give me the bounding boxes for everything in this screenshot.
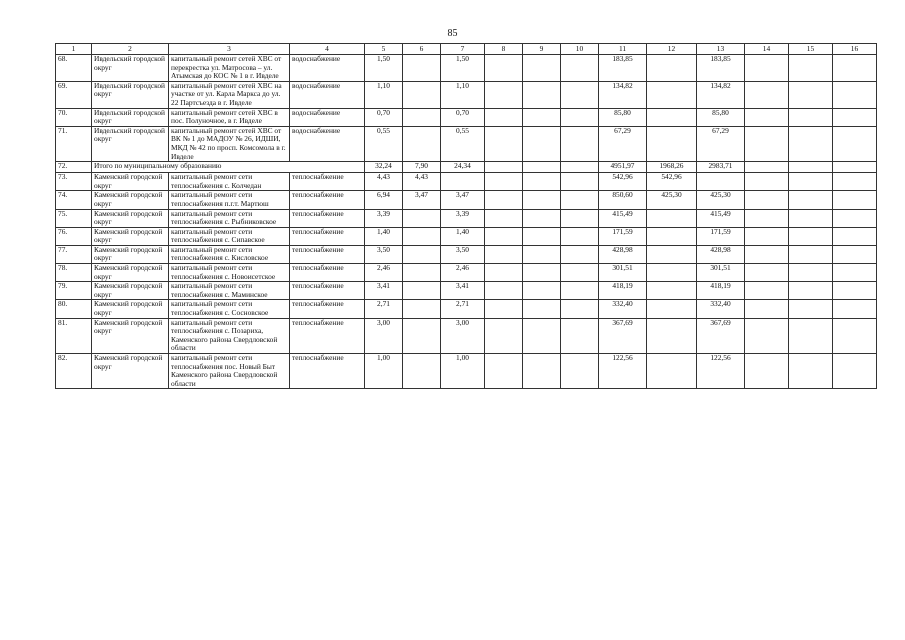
municipality-cell: Ивдельский городской округ <box>92 126 169 161</box>
row-number: 75. <box>56 209 92 227</box>
value-cell-col-6: 7,90 <box>403 162 441 173</box>
value-cell-col-6: 4,43 <box>403 173 441 191</box>
value-cell-col-5: 1,40 <box>365 227 403 245</box>
value-cell-col-11: 183,85 <box>599 55 647 82</box>
value-cell-col-7 <box>441 173 485 191</box>
description-cell: капитальный ремонт сети теплоснабжения с. Колчедан <box>169 173 290 191</box>
value-cell-col-10 <box>561 209 599 227</box>
value-cell-col-13: 425,30 <box>697 191 745 209</box>
value-cell-col-14 <box>745 55 789 82</box>
investment-table <box>55 43 877 389</box>
column-number-11: 11 <box>599 44 647 55</box>
value-cell-col-12 <box>647 55 697 82</box>
value-cell-col-11: 415,49 <box>599 209 647 227</box>
value-cell-col-8 <box>485 191 523 209</box>
table-row <box>56 108 877 126</box>
description-cell: капитальный ремонт сети теплоснабжения с. Сипавское <box>169 227 290 245</box>
value-cell-col-10 <box>561 264 599 282</box>
value-cell-col-12: 1968,26 <box>647 162 697 173</box>
value-cell-col-13: 85,80 <box>697 108 745 126</box>
value-cell-col-16 <box>833 108 877 126</box>
value-cell-col-9 <box>523 264 561 282</box>
value-cell-col-9 <box>523 245 561 263</box>
value-cell-col-15 <box>789 173 833 191</box>
category-cell: водоснабжение <box>290 81 365 108</box>
value-cell-col-13: 67,29 <box>697 126 745 161</box>
municipality-cell: Каменский городской округ <box>92 318 169 353</box>
value-cell-col-7: 1,50 <box>441 55 485 82</box>
value-cell-col-8 <box>485 209 523 227</box>
value-cell-col-16 <box>833 191 877 209</box>
value-cell-col-15 <box>789 162 833 173</box>
value-cell-col-14 <box>745 354 789 389</box>
row-number: 71. <box>56 126 92 161</box>
value-cell-col-8 <box>485 126 523 161</box>
value-cell-col-16 <box>833 126 877 161</box>
value-cell-col-6 <box>403 264 441 282</box>
value-cell-col-10 <box>561 300 599 318</box>
value-cell-col-6 <box>403 227 441 245</box>
municipality-cell: Каменский городской округ <box>92 300 169 318</box>
column-number-7: 7 <box>441 44 485 55</box>
value-cell-col-11: 67,29 <box>599 126 647 161</box>
value-cell-col-6 <box>403 209 441 227</box>
value-cell-col-14 <box>745 209 789 227</box>
value-cell-col-6 <box>403 126 441 161</box>
value-cell-col-5: 3,00 <box>365 318 403 353</box>
description-cell: капитальный ремонт сети теплоснабжения с. Новоисетское <box>169 264 290 282</box>
value-cell-col-5: 3,39 <box>365 209 403 227</box>
value-cell-col-8 <box>485 55 523 82</box>
value-cell-col-10 <box>561 55 599 82</box>
value-cell-col-11: 134,82 <box>599 81 647 108</box>
value-cell-col-16 <box>833 81 877 108</box>
value-cell-col-8 <box>485 227 523 245</box>
value-cell-col-9 <box>523 227 561 245</box>
municipality-cell: Ивдельский городской округ <box>92 81 169 108</box>
column-number-12: 12 <box>647 44 697 55</box>
value-cell-col-8 <box>485 162 523 173</box>
value-cell-col-16 <box>833 354 877 389</box>
value-cell-col-12 <box>647 264 697 282</box>
column-number-8: 8 <box>485 44 523 55</box>
value-cell-col-13: 415,49 <box>697 209 745 227</box>
value-cell-col-11: 418,19 <box>599 282 647 300</box>
value-cell-col-8 <box>485 173 523 191</box>
value-cell-col-14 <box>745 191 789 209</box>
table-row <box>56 245 877 263</box>
value-cell-col-12 <box>647 318 697 353</box>
value-cell-col-9 <box>523 282 561 300</box>
value-cell-col-10 <box>561 162 599 173</box>
row-number: 79. <box>56 282 92 300</box>
column-number-2: 2 <box>92 44 169 55</box>
value-cell-col-9 <box>523 108 561 126</box>
value-cell-col-9 <box>523 318 561 353</box>
value-cell-col-11: 542,96 <box>599 173 647 191</box>
value-cell-col-9 <box>523 126 561 161</box>
value-cell-col-11: 332,40 <box>599 300 647 318</box>
value-cell-col-10 <box>561 318 599 353</box>
value-cell-col-13: 332,40 <box>697 300 745 318</box>
value-cell-col-14 <box>745 126 789 161</box>
description-cell: капитальный ремонт сети теплоснабжения с. Рыбниковское <box>169 209 290 227</box>
value-cell-col-15 <box>789 354 833 389</box>
value-cell-col-9 <box>523 354 561 389</box>
category-cell: теплоснабжение <box>290 227 365 245</box>
value-cell-col-5: 32,24 <box>365 162 403 173</box>
value-cell-col-8 <box>485 264 523 282</box>
municipality-cell: Каменский городской округ <box>92 245 169 263</box>
value-cell-col-13 <box>697 173 745 191</box>
value-cell-col-9 <box>523 191 561 209</box>
column-number-6: 6 <box>403 44 441 55</box>
value-cell-col-16 <box>833 318 877 353</box>
description-cell: капитальный ремонт сети теплоснабжения п.г.т. Мартюш <box>169 191 290 209</box>
total-label: Итого по муниципальному образованию <box>92 162 365 173</box>
value-cell-col-13: 418,19 <box>697 282 745 300</box>
value-cell-col-16 <box>833 282 877 300</box>
value-cell-col-5: 1,00 <box>365 354 403 389</box>
value-cell-col-16 <box>833 209 877 227</box>
value-cell-col-13: 171,59 <box>697 227 745 245</box>
value-cell-col-14 <box>745 162 789 173</box>
value-cell-col-5: 3,50 <box>365 245 403 263</box>
column-number-13: 13 <box>697 44 745 55</box>
value-cell-col-11: 367,69 <box>599 318 647 353</box>
value-cell-col-14 <box>745 300 789 318</box>
value-cell-col-5: 0,55 <box>365 126 403 161</box>
table-row <box>56 209 877 227</box>
table-row <box>56 300 877 318</box>
column-number-3: 3 <box>169 44 290 55</box>
value-cell-col-16 <box>833 162 877 173</box>
municipality-cell: Каменский городской округ <box>92 354 169 389</box>
value-cell-col-15 <box>789 209 833 227</box>
value-cell-col-8 <box>485 81 523 108</box>
value-cell-col-16 <box>833 173 877 191</box>
category-cell: теплоснабжение <box>290 173 365 191</box>
column-number-5: 5 <box>365 44 403 55</box>
value-cell-col-11: 850,60 <box>599 191 647 209</box>
municipality-cell: Каменский городской округ <box>92 227 169 245</box>
column-number-14: 14 <box>745 44 789 55</box>
value-cell-col-10 <box>561 126 599 161</box>
column-number-row <box>56 44 877 55</box>
value-cell-col-14 <box>745 108 789 126</box>
value-cell-col-15 <box>789 126 833 161</box>
value-cell-col-12 <box>647 108 697 126</box>
value-cell-col-12 <box>647 227 697 245</box>
value-cell-col-8 <box>485 245 523 263</box>
value-cell-col-9 <box>523 55 561 82</box>
value-cell-col-5: 0,70 <box>365 108 403 126</box>
value-cell-col-14 <box>745 282 789 300</box>
value-cell-col-12 <box>647 245 697 263</box>
column-number-1: 1 <box>56 44 92 55</box>
value-cell-col-16 <box>833 245 877 263</box>
table-row <box>56 173 877 191</box>
value-cell-col-7: 3,50 <box>441 245 485 263</box>
value-cell-col-12 <box>647 354 697 389</box>
row-number: 74. <box>56 191 92 209</box>
description-cell: капитальный ремонт сети теплоснабжения пос. Новый Быт Каменского района Свердловской области <box>169 354 290 389</box>
value-cell-col-8 <box>485 354 523 389</box>
category-cell: водоснабжение <box>290 126 365 161</box>
value-cell-col-15 <box>789 318 833 353</box>
value-cell-col-8 <box>485 318 523 353</box>
value-cell-col-10 <box>561 282 599 300</box>
row-number: 77. <box>56 245 92 263</box>
table-row <box>56 264 877 282</box>
value-cell-col-13: 183,85 <box>697 55 745 82</box>
municipality-cell: Ивдельский городской округ <box>92 108 169 126</box>
municipality-cell: Каменский городской округ <box>92 209 169 227</box>
value-cell-col-15 <box>789 300 833 318</box>
table-row <box>56 55 877 82</box>
value-cell-col-16 <box>833 227 877 245</box>
municipality-cell: Каменский городской округ <box>92 173 169 191</box>
value-cell-col-16 <box>833 264 877 282</box>
value-cell-col-12: 425,30 <box>647 191 697 209</box>
value-cell-col-12 <box>647 282 697 300</box>
value-cell-col-10 <box>561 191 599 209</box>
table-row <box>56 318 877 353</box>
value-cell-col-15 <box>789 191 833 209</box>
value-cell-col-7: 3,47 <box>441 191 485 209</box>
value-cell-col-13: 301,51 <box>697 264 745 282</box>
value-cell-col-13: 428,98 <box>697 245 745 263</box>
value-cell-col-12 <box>647 81 697 108</box>
value-cell-col-7: 1,10 <box>441 81 485 108</box>
category-cell: теплоснабжение <box>290 245 365 263</box>
category-cell: теплоснабжение <box>290 264 365 282</box>
row-number: 72. <box>56 162 92 173</box>
row-number: 70. <box>56 108 92 126</box>
value-cell-col-14 <box>745 227 789 245</box>
value-cell-col-11: 85,80 <box>599 108 647 126</box>
value-cell-col-16 <box>833 300 877 318</box>
value-cell-col-9 <box>523 81 561 108</box>
value-cell-col-7: 1,40 <box>441 227 485 245</box>
value-cell-col-6 <box>403 354 441 389</box>
value-cell-col-7: 3,00 <box>441 318 485 353</box>
municipality-cell: Ивдельский городской округ <box>92 55 169 82</box>
municipality-cell: Каменский городской округ <box>92 282 169 300</box>
value-cell-col-10 <box>561 245 599 263</box>
description-cell: капитальный ремонт сетей ХВС на участке от ул. Карла Маркса до ул. 22 Партсъезда в г. Ивделе <box>169 81 290 108</box>
row-number: 78. <box>56 264 92 282</box>
value-cell-col-12 <box>647 300 697 318</box>
description-cell: капитальный ремонт сети теплоснабжения с. Маминское <box>169 282 290 300</box>
value-cell-col-10 <box>561 354 599 389</box>
column-number-16: 16 <box>833 44 877 55</box>
value-cell-col-11: 122,56 <box>599 354 647 389</box>
value-cell-col-10 <box>561 227 599 245</box>
value-cell-col-10 <box>561 81 599 108</box>
value-cell-col-8 <box>485 108 523 126</box>
value-cell-col-9 <box>523 300 561 318</box>
value-cell-col-15 <box>789 55 833 82</box>
category-cell: теплоснабжение <box>290 282 365 300</box>
value-cell-col-11: 4951,97 <box>599 162 647 173</box>
row-number: 76. <box>56 227 92 245</box>
value-cell-col-15 <box>789 227 833 245</box>
column-number-10: 10 <box>561 44 599 55</box>
value-cell-col-11: 301,51 <box>599 264 647 282</box>
value-cell-col-9 <box>523 162 561 173</box>
table-row <box>56 282 877 300</box>
value-cell-col-8 <box>485 300 523 318</box>
description-cell: капитальный ремонт сетей ХВС от перекрестка ул. Матросова – ул. Атымская до КОС № 1 в г. Ивделе <box>169 55 290 82</box>
table-row <box>56 126 877 161</box>
value-cell-col-13: 122,56 <box>697 354 745 389</box>
value-cell-col-14 <box>745 173 789 191</box>
value-cell-col-5: 1,50 <box>365 55 403 82</box>
table-row <box>56 191 877 209</box>
value-cell-col-14 <box>745 81 789 108</box>
column-number-9: 9 <box>523 44 561 55</box>
value-cell-col-5: 2,46 <box>365 264 403 282</box>
value-cell-col-10 <box>561 108 599 126</box>
category-cell: водоснабжение <box>290 108 365 126</box>
value-cell-col-12 <box>647 126 697 161</box>
value-cell-col-6 <box>403 300 441 318</box>
row-number: 81. <box>56 318 92 353</box>
value-cell-col-15 <box>789 282 833 300</box>
value-cell-col-5: 4,43 <box>365 173 403 191</box>
value-cell-col-7: 0,70 <box>441 108 485 126</box>
value-cell-col-7: 1,00 <box>441 354 485 389</box>
table-row <box>56 81 877 108</box>
value-cell-col-6 <box>403 245 441 263</box>
value-cell-col-6 <box>403 55 441 82</box>
value-cell-col-6 <box>403 282 441 300</box>
value-cell-col-12: 542,96 <box>647 173 697 191</box>
value-cell-col-5: 2,71 <box>365 300 403 318</box>
value-cell-col-6: 3,47 <box>403 191 441 209</box>
row-number: 69. <box>56 81 92 108</box>
category-cell: теплоснабжение <box>290 318 365 353</box>
value-cell-col-5: 6,94 <box>365 191 403 209</box>
table-row <box>56 354 877 389</box>
value-cell-col-10 <box>561 173 599 191</box>
category-cell: теплоснабжение <box>290 191 365 209</box>
value-cell-col-6 <box>403 318 441 353</box>
value-cell-col-5: 1,10 <box>365 81 403 108</box>
category-cell: теплоснабжение <box>290 209 365 227</box>
municipality-cell: Каменский городской округ <box>92 264 169 282</box>
value-cell-col-14 <box>745 318 789 353</box>
total-row <box>56 162 877 173</box>
value-cell-col-9 <box>523 209 561 227</box>
description-cell: капитальный ремонт сети теплоснабжения с. Кисловское <box>169 245 290 263</box>
value-cell-col-8 <box>485 282 523 300</box>
value-cell-col-6 <box>403 81 441 108</box>
value-cell-col-14 <box>745 245 789 263</box>
value-cell-col-7: 2,71 <box>441 300 485 318</box>
description-cell: капитальный ремонт сети теплоснабжения с. Сосновское <box>169 300 290 318</box>
row-number: 73. <box>56 173 92 191</box>
value-cell-col-13: 367,69 <box>697 318 745 353</box>
value-cell-col-16 <box>833 55 877 82</box>
row-number: 68. <box>56 55 92 82</box>
category-cell: теплоснабжение <box>290 300 365 318</box>
table-row <box>56 227 877 245</box>
category-cell: водоснабжение <box>290 55 365 82</box>
value-cell-col-7: 0,55 <box>441 126 485 161</box>
value-cell-col-9 <box>523 173 561 191</box>
description-cell: капитальный ремонт сетей ХВС от ВК № 1 до МАДОУ № 26, ИДШИ, МКД № 42 по просп. Комсомола в г. Ивделе <box>169 126 290 161</box>
category-cell: теплоснабжение <box>290 354 365 389</box>
value-cell-col-11: 428,98 <box>599 245 647 263</box>
value-cell-col-14 <box>745 264 789 282</box>
value-cell-col-7: 24,34 <box>441 162 485 173</box>
value-cell-col-5: 3,41 <box>365 282 403 300</box>
value-cell-col-15 <box>789 264 833 282</box>
municipality-cell: Каменский городской округ <box>92 191 169 209</box>
column-number-15: 15 <box>789 44 833 55</box>
value-cell-col-15 <box>789 81 833 108</box>
value-cell-col-6 <box>403 108 441 126</box>
column-number-4: 4 <box>290 44 365 55</box>
value-cell-col-15 <box>789 245 833 263</box>
page-number: 85 <box>447 28 458 39</box>
value-cell-col-11: 171,59 <box>599 227 647 245</box>
value-cell-col-12 <box>647 209 697 227</box>
description-cell: капитальный ремонт сетей ХВС в пос. Полуночное, в г. Ивделе <box>169 108 290 126</box>
value-cell-col-7: 2,46 <box>441 264 485 282</box>
value-cell-col-7: 3,39 <box>441 209 485 227</box>
value-cell-col-15 <box>789 108 833 126</box>
row-number: 80. <box>56 300 92 318</box>
value-cell-col-13: 134,82 <box>697 81 745 108</box>
table-header <box>56 44 877 55</box>
value-cell-col-7: 3,41 <box>441 282 485 300</box>
value-cell-col-13: 2983,71 <box>697 162 745 173</box>
table-body <box>56 55 877 389</box>
row-number: 82. <box>56 354 92 389</box>
description-cell: капитальный ремонт сети теплоснабжения с. Позариха, Каменского района Свердловской области <box>169 318 290 353</box>
